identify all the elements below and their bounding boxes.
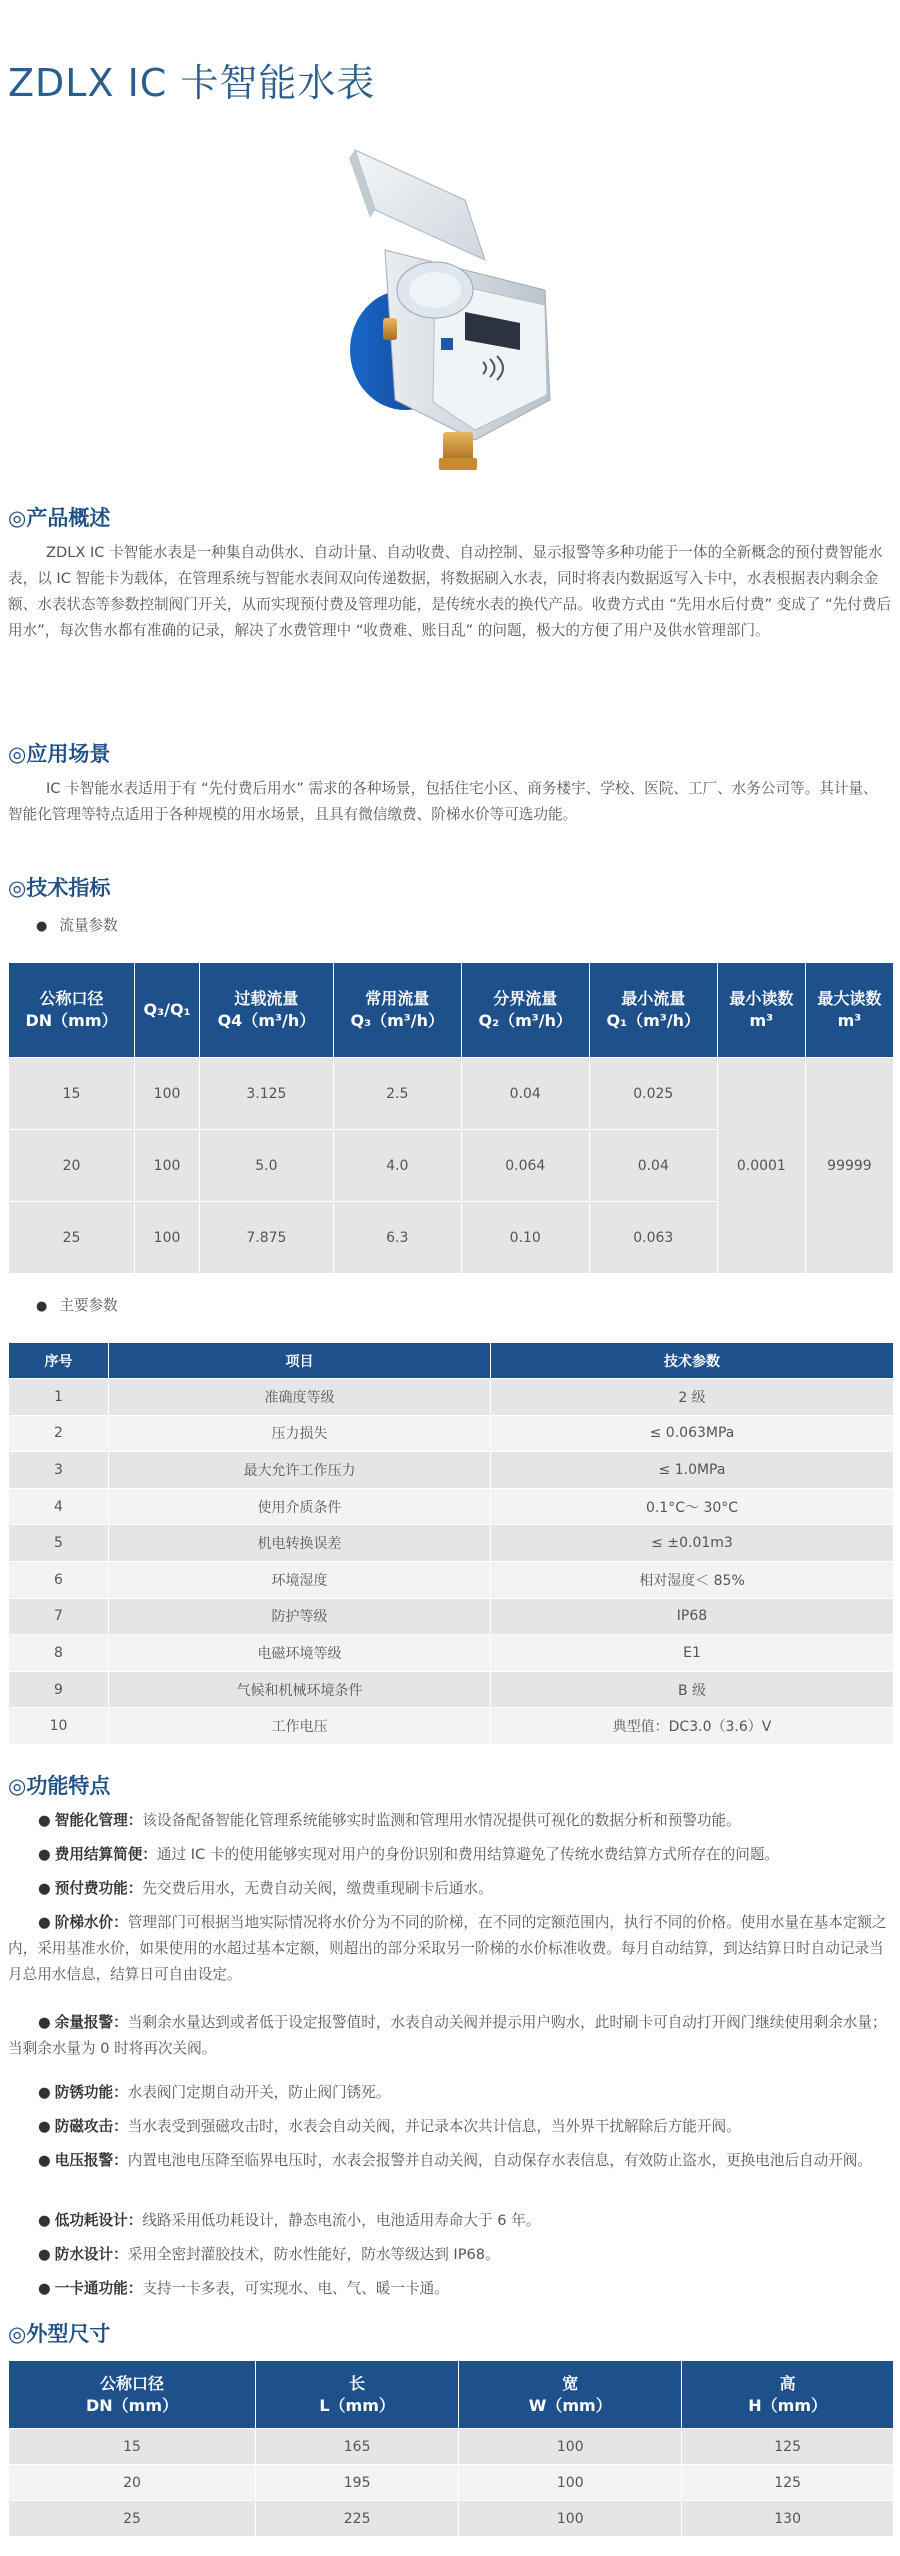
bullet-dot-icon: ● xyxy=(38,2118,51,2135)
table-row xyxy=(9,1598,894,1635)
bullet-dot-icon: ● xyxy=(38,2084,51,2101)
flow-header-min-reading: 最小读数 m³ xyxy=(717,963,805,1058)
table-cell: 0.04 xyxy=(589,1130,717,1202)
bullet-dot-icon: ● xyxy=(38,1880,51,1897)
table-cell: 100 xyxy=(459,2429,682,2465)
table-cell: 125 xyxy=(682,2465,894,2501)
overview-paragraph: ZDLX IC 卡智能水表是一种集自动供水、自动计量、自动收费、自动控制、显示报警等多种功能于一体的全新概念的预付费智能水表，以 IC 智能卡为载体，在管理系统与智能水表间双向传递数据，将数据刷入水表，同时将表内数据返写入卡中，水表根据表内剩余金额、水表状态等参数控制阀门开关，从而实现预付费及管理功能，是传统水表的换代产品。收费方式由 “先用水后付费” 变成了 “先付费后用水”，每次售水都有准确的记录，解决了水费管理中 “收费难、账目乱” 的问题，极大的方便了用户及供水管理部门。 xyxy=(8,544,892,639)
table-cell: 0.064 xyxy=(461,1130,589,1202)
main-table-header-row xyxy=(9,1343,894,1379)
feature-item: ● 预付费功能：先交费后用水，无费自动关阀，缴费重现刷卡后通水。 xyxy=(38,1880,493,1897)
dim-header-length: 长 L（mm） xyxy=(256,2361,459,2429)
table-cell: 25 xyxy=(9,2501,256,2537)
table-cell: 100 xyxy=(135,1130,200,1202)
bullet-dot-icon: ● xyxy=(38,1914,51,1931)
table-cell: 机电转换误差 xyxy=(109,1525,491,1562)
table-cell: 准确度等级 xyxy=(109,1379,491,1416)
bullet-dot-icon: ● xyxy=(38,2014,51,2031)
table-cell: 气候和机械环境条件 xyxy=(109,1671,491,1708)
table-row xyxy=(9,1525,894,1562)
table-row xyxy=(9,1671,894,1708)
flow-table-header-row xyxy=(9,963,894,1058)
table-cell: 225 xyxy=(256,2501,459,2537)
main-header-item: 项目 xyxy=(109,1343,491,1379)
table-cell: 5.0 xyxy=(200,1130,334,1202)
feature-item: ● 防锈功能：水表阀门定期自动开关，防止阀门锈死。 xyxy=(38,2084,391,2101)
table-cell: 工作电压 xyxy=(109,1708,491,1745)
main-header-spec: 技术参数 xyxy=(491,1343,894,1379)
table-cell-min-reading: 0.0001 xyxy=(717,1058,805,1274)
table-cell: 2.5 xyxy=(333,1058,461,1130)
table-cell: ≤ 1.0MPa xyxy=(491,1452,894,1489)
flow-header-dn: 公称口径 DN（mm） xyxy=(9,963,135,1058)
flow-header-max-reading: 最大读数 m³ xyxy=(805,963,893,1058)
feature-item: ● 电压报警：内置电池电压降至临界电压时，水表会报警并自动关阀，自动保存水表信息，有效防止盗水，更换电池后自动开阀。 xyxy=(38,2152,873,2169)
table-row xyxy=(9,1561,894,1598)
table-cell: 相对湿度＜ 85% xyxy=(491,1561,894,1598)
table-cell: 9 xyxy=(9,1671,109,1708)
table-cell: ≤ ±0.01m3 xyxy=(491,1525,894,1562)
table-cell: 0.063 xyxy=(589,1202,717,1274)
table-cell: 2 级 xyxy=(491,1379,894,1416)
table-cell: 1 xyxy=(9,1379,109,1416)
bullet-dot-icon: ● xyxy=(38,1812,51,1829)
bullet-dot-icon: ● xyxy=(38,2280,51,2297)
dim-header-dn: 公称口径 DN（mm） xyxy=(9,2361,256,2429)
table-cell: 压力损失 xyxy=(109,1415,491,1452)
dim-header-width: 宽 W（mm） xyxy=(459,2361,682,2429)
section-heading-overview: ◎产品概述 xyxy=(8,506,111,530)
bullet-dot-icon: ● xyxy=(38,2152,51,2169)
application-paragraph: IC 卡智能水表适用于有 “先付费后用水” 需求的各种场景，包括住宅小区、商务楼宇、学校、医院、工厂、水务公司等。其计量、智能化管理等特点适用于各种规模的用水场景，且具有微信缴费、阶梯水价等可选功能。 xyxy=(8,780,878,823)
table-cell: 100 xyxy=(459,2501,682,2537)
bullet-dot-icon: ● xyxy=(38,2212,51,2229)
flow-header-q4: 过载流量 Q4（m³/h） xyxy=(200,963,334,1058)
water-meter-product-image xyxy=(315,140,605,480)
table-cell: 6.3 xyxy=(333,1202,461,1274)
table-row xyxy=(9,2465,894,2501)
table-cell: 3 xyxy=(9,1452,109,1489)
table-cell: 0.1°C～ 30°C xyxy=(491,1488,894,1525)
feature-item: ● 防磁攻击：当水表受到强磁攻击时，水表会自动关阀，并记录本次共计信息，当外界干扰解除后方能开阀。 xyxy=(38,2118,741,2135)
dim-table-header-row xyxy=(9,2361,894,2429)
table-cell: 8 xyxy=(9,1635,109,1672)
table-cell: 15 xyxy=(9,2429,256,2465)
table-cell: 100 xyxy=(135,1058,200,1130)
main-header-index: 序号 xyxy=(9,1343,109,1379)
table-cell: 4 xyxy=(9,1488,109,1525)
flow-params-label: ● 流量参数 xyxy=(36,914,118,935)
feature-item: ● 费用结算简便：通过 IC 卡的使用能够实现对用户的身份识别和费用结算避免了传统水费结算方式所存在的问题。 xyxy=(38,1846,780,1863)
feature-item: ● 阶梯水价：管理部门可根据当地实际情况将水价分为不同的阶梯，在不同的定额范围内，执行不同的价格。使用水量在基本定额之内，采用基准水价，如果使用的水超过基本定额，则超出的部分采取另一阶梯的水价标准收费。每月自动结算，到达结算日时自动记录当月总用水信息，结算日可自由设定。 xyxy=(8,1914,887,1983)
flow-header-q3: 常用流量 Q₃（m³/h） xyxy=(333,963,461,1058)
section-heading-tech: ◎技术指标 xyxy=(8,876,111,900)
section-heading-application: ◎应用场景 xyxy=(8,742,111,766)
table-cell: 7 xyxy=(9,1598,109,1635)
bullet-dot-icon: ● xyxy=(38,2246,51,2263)
table-cell: 使用介质条件 xyxy=(109,1488,491,1525)
bullet-dot-icon: ● xyxy=(38,1846,51,1863)
table-row xyxy=(9,2429,894,2465)
table-cell: 195 xyxy=(256,2465,459,2501)
table-cell: 0.10 xyxy=(461,1202,589,1274)
table-row xyxy=(9,1415,894,1452)
table-cell: 25 xyxy=(9,1202,135,1274)
section-heading-dimensions: ◎外型尺寸 xyxy=(8,2322,111,2346)
table-cell: 环境湿度 xyxy=(109,1561,491,1598)
table-row xyxy=(9,1708,894,1745)
section-heading-features: ◎功能特点 xyxy=(8,1774,111,1798)
page-title: ZDLX IC 卡智能水表 xyxy=(8,61,376,105)
flow-header-ratio: Q₃/Q₁ xyxy=(135,963,200,1058)
flow-header-q2: 分界流量 Q₂（m³/h） xyxy=(461,963,589,1058)
table-cell: 2 xyxy=(9,1415,109,1452)
feature-item: ● 一卡通功能：支持一卡多表，可实现水、电、气、暖一卡通。 xyxy=(38,2280,449,2297)
dimensions-table xyxy=(8,2360,894,2537)
feature-item: ● 防水设计：采用全密封灌胶技术，防水性能好，防水等级达到 IP68。 xyxy=(38,2246,500,2263)
table-cell: B 级 xyxy=(491,1671,894,1708)
table-cell: 电磁环境等级 xyxy=(109,1635,491,1672)
table-cell: 100 xyxy=(459,2465,682,2501)
table-row xyxy=(9,1379,894,1416)
table-cell: 4.0 xyxy=(333,1130,461,1202)
dim-header-height: 高 H（mm） xyxy=(682,2361,894,2429)
main-params-table xyxy=(8,1342,894,1745)
table-row xyxy=(9,1635,894,1672)
table-cell: 0.025 xyxy=(589,1058,717,1130)
table-cell: 3.125 xyxy=(200,1058,334,1130)
table-cell: E1 xyxy=(491,1635,894,1672)
table-cell: 165 xyxy=(256,2429,459,2465)
table-cell-max-reading: 99999 xyxy=(805,1058,893,1274)
table-cell: 7.875 xyxy=(200,1202,334,1274)
table-cell: 0.04 xyxy=(461,1058,589,1130)
table-cell: 125 xyxy=(682,2429,894,2465)
table-cell: 130 xyxy=(682,2501,894,2537)
feature-item: ● 余量报警：当剩余水量达到或者低于设定报警值时，水表自动关阀并提示用户购水，此时刷卡可自动打开阀门继续使用剩余水量；当剩余水量为 0 时将再次关阀。 xyxy=(8,2014,887,2057)
table-row xyxy=(9,1058,894,1130)
main-params-label: ● 主要参数 xyxy=(36,1294,118,1315)
table-cell: 100 xyxy=(135,1202,200,1274)
table-cell: 15 xyxy=(9,1058,135,1130)
feature-item: ● 智能化管理：该设备配备智能化管理系统能够实时监测和管理用水情况提供可视化的数据分析和预警功能。 xyxy=(38,1812,741,1829)
table-cell: 20 xyxy=(9,2465,256,2501)
table-cell: 防护等级 xyxy=(109,1598,491,1635)
table-row xyxy=(9,1452,894,1489)
flow-table xyxy=(8,962,894,1274)
table-cell: ≤ 0.063MPa xyxy=(491,1415,894,1452)
feature-item: ● 低功耗设计：线路采用低功耗设计，静态电流小，电池适用寿命大于 6 年。 xyxy=(38,2212,541,2229)
flow-header-q1: 最小流量 Q₁（m³/h） xyxy=(589,963,717,1058)
table-cell: IP68 xyxy=(491,1598,894,1635)
table-cell: 6 xyxy=(9,1561,109,1598)
table-row xyxy=(9,2501,894,2537)
table-cell: 10 xyxy=(9,1708,109,1745)
table-cell: 20 xyxy=(9,1130,135,1202)
table-row xyxy=(9,1488,894,1525)
table-cell: 最大允许工作压力 xyxy=(109,1452,491,1489)
table-cell: 典型值：DC3.0（3.6）V xyxy=(491,1708,894,1745)
table-cell: 5 xyxy=(9,1525,109,1562)
